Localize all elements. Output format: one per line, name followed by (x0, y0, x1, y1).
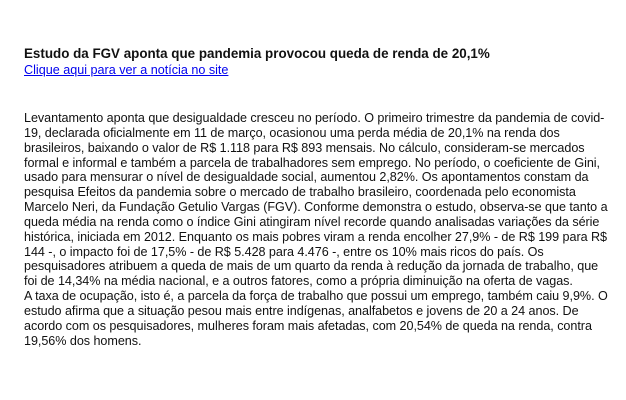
body-line: pesquisa Efeitos da pandemia sobre o mercado de trabalho brasileiro, coordenada pelo economista (24, 185, 576, 200)
body-line: usado para mensurar o nível de desigualdade social, aumentou 2,82%. Os apontamentos constam da (24, 170, 589, 185)
body-line: foi de 14,34% na média nacional, e a outros fatores, como a própria diminuição na oferta de vagas. (24, 274, 573, 289)
article (24, 46, 608, 349)
body-line: histórica, iniciada em 2012. Enquanto os mais pobres viram a renda encolher 27,9% - de R$ 199 para R$ (24, 229, 607, 244)
news-site-link[interactable]: Clique aqui para ver a notícia no site (24, 63, 229, 77)
body-line: formal e informal e também a parcela de trabalhadores sem emprego. No período, o coeficiente de Gini, (24, 155, 600, 170)
body-line: brasileiros, baixando o valor de R$ 1.118 para R$ 893 mensais. No cálculo, consideram-se mercados (24, 140, 585, 155)
body-line: A taxa de ocupação, isto é, a parcela da força de trabalho que possui um emprego, também caiu 9,9%. O (24, 289, 608, 304)
body-line: pesquisadores atribuem a queda de mais de um quarto da renda à redução da jornada de trabalho, que (24, 259, 599, 274)
body-line: estudo afirma que a situação pesou mais entre indígenas, analfabetos e jovens de 20 a 24 anos. De (24, 303, 579, 318)
body-line: acordo com os pesquisadores, mulheres foram mais afetadas, com 20,54% de queda na renda, contra (24, 318, 592, 333)
body-line: 19, declarada oficialmente em 11 de março, ocasionou uma perda média de 20,1% na renda dos (24, 125, 560, 140)
body-line: 19,56% dos homens. (24, 333, 142, 348)
article-title: Estudo da FGV aponta que pandemia provocou queda de renda de 20,1% (24, 46, 490, 61)
body-line: queda média na renda como o índice Gini atingiram nível recorde quando analisadas variações da série (24, 214, 600, 229)
body-line: Levantamento aponta que desigualdade cresceu no período. O primeiro trimestre da pandemia de covid- (24, 111, 605, 125)
body-line: Marcelo Neri, da Fundação Getulio Vargas (FGV). Conforme demonstra o estudo, observa-se que tanto a (24, 200, 608, 215)
body-line: 144 -, o impacto foi de 17,5% - de R$ 5.428 para 4.476 -, entre os 10% mais ricos do país. Os (24, 244, 544, 259)
article-body (24, 111, 608, 349)
